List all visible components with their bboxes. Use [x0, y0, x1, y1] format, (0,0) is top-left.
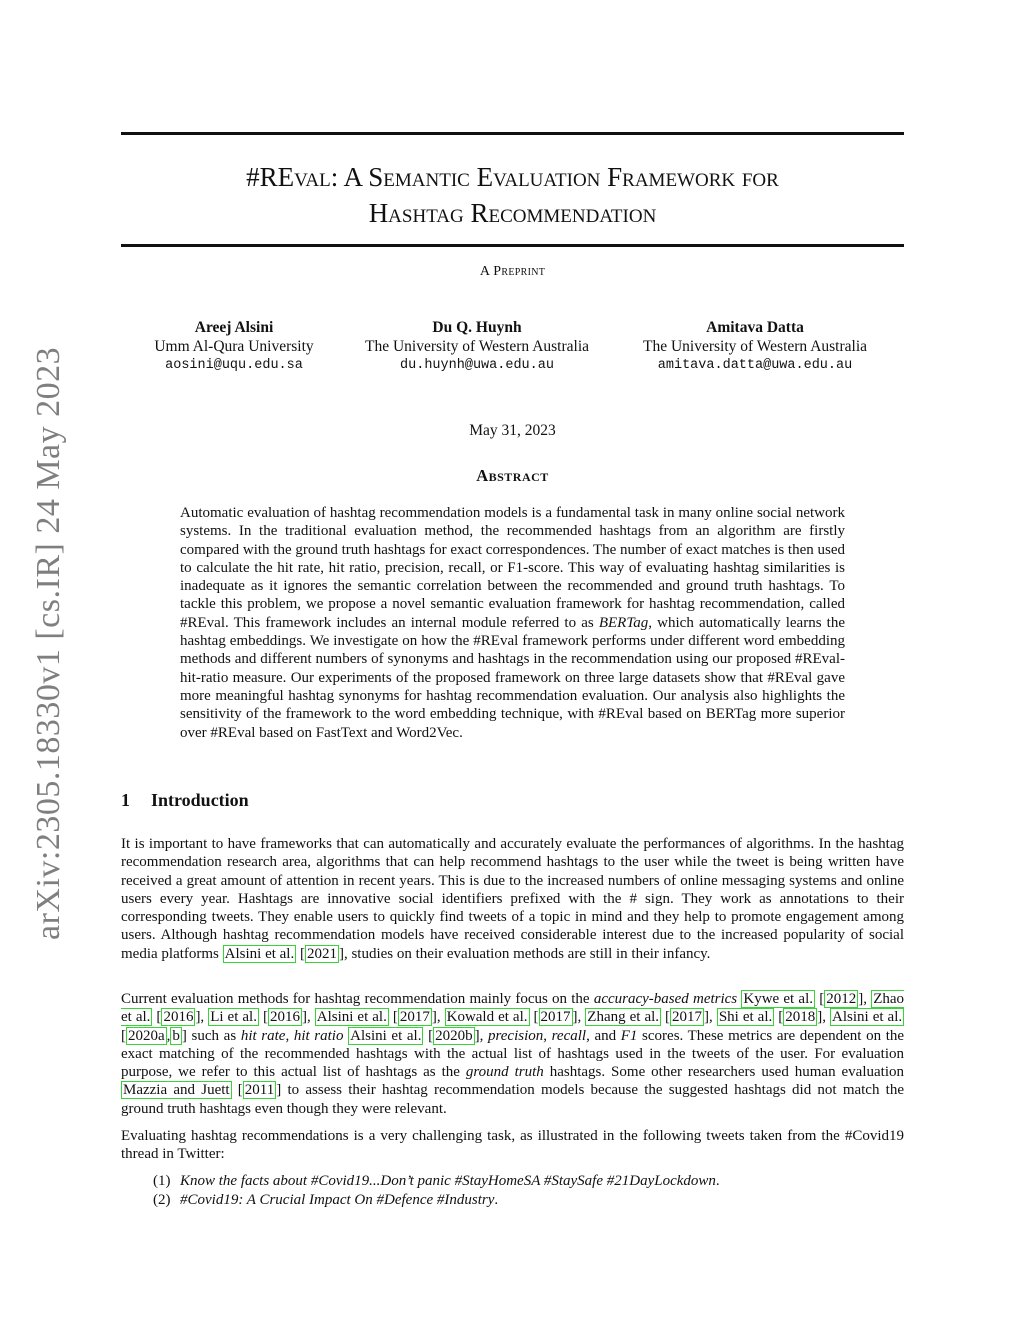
- citation-link[interactable]: Zhao et al.: [121, 991, 905, 1026]
- intro-paragraph-1: It is important to have frameworks that can automatically and accurately evaluate the performances of algorithms. In the hashtag recommendation research area, algorithms that can help recommend hashtags to the user while the tweet is being written have received a great amount of attention in recent years. This is due to the increased numbers of online messaging systems and online users every year. Hashtags are innovative social identifiers prefixed with the # sign. They work as annotations to their corresponding tweets. They enable users to quickly find tweets of a topic in mind and they help to promote engagement among users. Although hashtag recommendation models have received considerable interest due to the increased popularity of social media platforms Alsini et al. [ 2021 ], studies on their evaluation methods are still in their infancy.: [121, 836, 904, 962]
- title-line-1: #REval: A Semantic Evaluation Framework for: [246, 162, 779, 192]
- intro-paragraph-3: Evaluating hashtag recommendations is a very challenging task, as illustrated in the following tweets taken from the #Covid19 thread in Twitter:: [121, 1128, 904, 1163]
- bertag-emphasis: BERTag: [598, 614, 649, 631]
- citation-year-link[interactable]: 2021: [306, 945, 337, 962]
- citation-year-link[interactable]: 2016: [163, 1009, 194, 1026]
- citation-link[interactable]: Kowald et al.: [446, 1009, 528, 1026]
- example-tweet-text: Know the facts about #Covid19...Don’t panic #StayHomeSA #StaySafe #21DayLockdown: [180, 1173, 716, 1189]
- citation-year-link[interactable]: 2018: [785, 1009, 816, 1026]
- abstract-text: Automatic evaluation of hashtag recommendation models is a fundamental task in many online social network systems. In the traditional evaluation method, the recommended hashtags from an algorithm are firstly compared with the ground truth hashtags for exact correspondences. The number of exact matches is then used to calculate the hit rate, hit ratio, precision, recall, or F1-score. This way of evaluating hashtag similarities is inadequate as it ignores the semantic correlation between the recommended and ground truth hashtags. To tackle this problem, we propose a novel semantic evaluation framework for hashtag recommendation, called #REval. This framework includes an internal module referred to as BERTag, which automatically learns the hashtag embeddings. We investigate on how the #REval framework performs under different word embedding methods and different numbers of synonyms and hashtags in the recommendation using our proposed #REval-hit-ratio measure. Our experiments of the proposed framework on three large datasets show that #REval gave more meaningful hashtag synonyms for hashtag recommendation evaluation. Our analysis also highlights the sensitivity of the framework to the word embedding technique, with #REval based on BERTag more superior over #REval based on FastText and Word2Vec.: [180, 505, 845, 741]
- citation-year-link[interactable]: 2017: [672, 1009, 703, 1026]
- author-3: [625, 318, 885, 375]
- citation-year-link[interactable]: b: [172, 1027, 180, 1044]
- citation-link[interactable]: Alsini et al.: [832, 1009, 903, 1026]
- author-1: [123, 318, 345, 375]
- section-heading: [121, 790, 249, 811]
- citation-link[interactable]: Alsini et al.: [350, 1027, 422, 1044]
- author-name: Amitava Datta: [706, 319, 804, 336]
- preprint-label: A Preprint: [479, 264, 546, 279]
- citation-link[interactable]: Alsini et al.: [316, 1009, 387, 1026]
- list-item: (2) #Covid19: A Crucial Impact On #Defence #Industry.: [153, 1191, 499, 1208]
- author-name: Du Q. Huynh: [432, 319, 522, 336]
- paper-title: [121, 159, 904, 231]
- citation-year-link[interactable]: 2016: [269, 1009, 300, 1026]
- citation-link[interactable]: Zhang et al.: [587, 1009, 660, 1026]
- title-top-rule: [121, 132, 904, 135]
- citation-year-link[interactable]: 2017: [399, 1009, 430, 1026]
- citation-link[interactable]: Shi et al.: [718, 1009, 773, 1026]
- citation-year-link[interactable]: 2020a: [128, 1027, 165, 1044]
- author-email[interactable]: du.huynh@uwa.edu.au: [400, 358, 554, 373]
- author-email[interactable]: amitava.datta@uwa.edu.au: [657, 358, 853, 373]
- intro-paragraph-2: Current evaluation methods for hashtag recommendation mainly focus on the accuracy-based metrics Kywe et al. [ 2012 ], Zhao et al. [ 2016 ], Li et al. [ 2016 ], Alsini et al. [ 2017 ], Kowald et al. [ 2017 ], Zhang et al. [ 2017 ], Shi et al. [ 2018 ], Alsini et al. [ 2020a , b ] such as hit rate, hit ratio Alsini et al. [ 2020b ], precision, recall, and F1 scores. These metrics are dependent on the exact matching of the recommended hashtags with the actual list of hashtags used in the tweets of the user. For evaluation purpose, we refer to this actual list of hashtags as the ground truth hashtags. Some other researchers used human evaluation Mazzia and Juett [ 2011 ] to assess their hashtag recommendation models because the suggested hashtags did not match the ground truth hashtags even though they were relevant.: [121, 991, 905, 1117]
- author-affiliation: Umm Al-Qura University: [154, 338, 314, 355]
- author-name: Areej Alsini: [194, 319, 274, 336]
- paper-date: May 31, 2023: [469, 422, 556, 439]
- section-number: 1: [121, 790, 130, 810]
- list-item: (1) Know the facts about #Covid19...Don’t panic #StayHomeSA #StaySafe #21DayLockdown.: [153, 1173, 720, 1189]
- citation-link[interactable]: Kywe et al.: [743, 991, 814, 1007]
- author-affiliation: The University of Western Australia: [364, 338, 590, 355]
- title-line-2: Hashtag Recommendation: [368, 198, 657, 228]
- author-2: [347, 318, 607, 375]
- abstract-heading: Abstract: [476, 466, 549, 485]
- citation-link[interactable]: Li et al.: [210, 1009, 257, 1026]
- citation-link[interactable]: Alsini et al.: [224, 945, 295, 962]
- section-title: Introduction: [151, 790, 249, 810]
- citation-year-link[interactable]: 2020b: [435, 1027, 473, 1044]
- example-tweet-text: #Covid19: A Crucial Impact On #Defence #Industry: [180, 1191, 495, 1208]
- citation-year-link[interactable]: 2011: [244, 1082, 275, 1099]
- author-email[interactable]: aosini@uqu.edu.sa: [165, 358, 303, 373]
- citation-year-link[interactable]: 2017: [540, 1009, 571, 1026]
- citation-link[interactable]: Mazzia and Juett: [123, 1082, 230, 1099]
- example-tweets-list: [153, 1172, 720, 1209]
- author-affiliation: The University of Western Australia: [642, 338, 868, 355]
- citation-year-link[interactable]: 2012: [826, 991, 857, 1007]
- title-bottom-rule: [121, 244, 904, 247]
- arxiv-stamp: arXiv:2305.18330v1 [cs.IR] 24 May 2023: [30, 346, 67, 940]
